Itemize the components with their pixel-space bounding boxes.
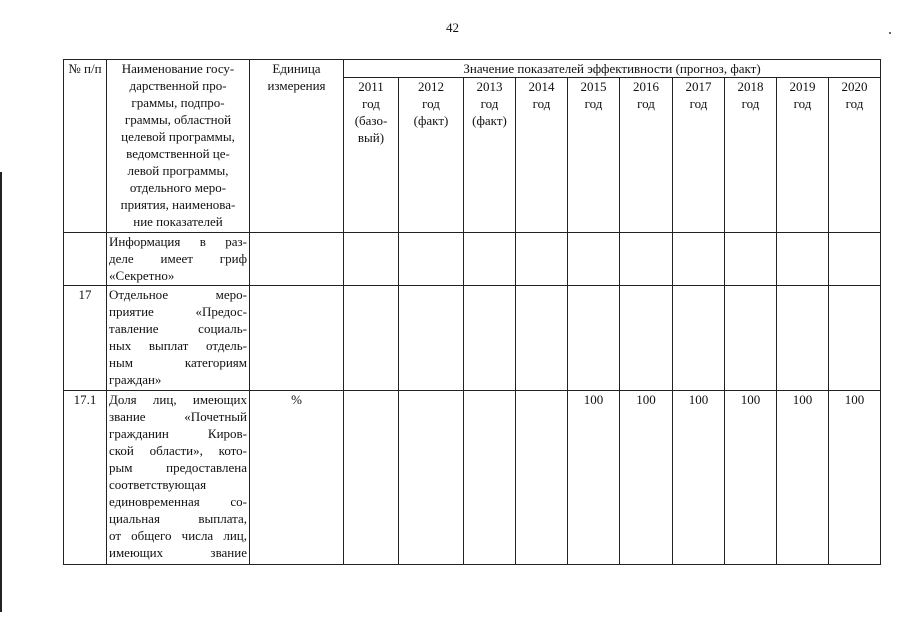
row-value xyxy=(344,391,399,565)
row-name: Отдельное меро- приятие «Предос- тавление социаль- ных выплат отдель- ным категориям граждан» xyxy=(107,286,250,391)
row-value xyxy=(399,233,464,286)
row-value xyxy=(516,286,568,391)
row-value xyxy=(725,286,777,391)
header-unit: Единица измерения xyxy=(250,60,344,233)
scan-speck xyxy=(889,32,891,34)
table-row xyxy=(64,233,881,286)
row-value xyxy=(344,286,399,391)
binding-line xyxy=(0,172,2,612)
row-value xyxy=(464,286,516,391)
row-value: 100 xyxy=(829,391,881,565)
row-value xyxy=(464,391,516,565)
row-value xyxy=(725,233,777,286)
row-value xyxy=(344,233,399,286)
row-unit xyxy=(250,286,344,391)
year-2018: 2018 год xyxy=(725,78,777,233)
row-value xyxy=(568,233,620,286)
table-row xyxy=(64,391,881,565)
row-value: 100 xyxy=(620,391,673,565)
row-num: 17.1 xyxy=(64,391,107,565)
year-2020: 2020 год xyxy=(829,78,881,233)
row-num xyxy=(64,233,107,286)
row-value: 100 xyxy=(725,391,777,565)
year-2016: 2016 год xyxy=(620,78,673,233)
row-name: Информация в раз- деле имеет гриф «Секретно» xyxy=(107,233,250,286)
row-value: 100 xyxy=(777,391,829,565)
header-num: № п/п xyxy=(64,60,107,233)
year-2014: 2014 год xyxy=(516,78,568,233)
row-value xyxy=(673,286,725,391)
row-value xyxy=(620,233,673,286)
header-name: Наименование госу- дарственной про- граммы, подпро- граммы, областной целевой программы, ведомственной це- левой программы, отдельного меро- приятия, наименова- ние показателей xyxy=(107,60,250,233)
year-2019: 2019 год xyxy=(777,78,829,233)
year-2017: 2017 год xyxy=(673,78,725,233)
row-value: 100 xyxy=(568,391,620,565)
year-2013: 2013 год (факт) xyxy=(464,78,516,233)
row-value xyxy=(777,286,829,391)
row-value xyxy=(399,391,464,565)
row-value xyxy=(568,286,620,391)
row-unit xyxy=(250,233,344,286)
row-value xyxy=(516,391,568,565)
row-value: 100 xyxy=(673,391,725,565)
row-value xyxy=(829,286,881,391)
indicators-table xyxy=(63,59,881,565)
row-value xyxy=(516,233,568,286)
table-row xyxy=(64,286,881,391)
year-2011: 2011 год (базо- вый) xyxy=(344,78,399,233)
row-unit: % xyxy=(250,391,344,565)
row-value xyxy=(399,286,464,391)
row-value xyxy=(829,233,881,286)
year-2015: 2015 год xyxy=(568,78,620,233)
header-values-group: Значение показателей эффективности (прогноз, факт) xyxy=(344,60,881,78)
year-2012: 2012 год (факт) xyxy=(399,78,464,233)
row-value xyxy=(673,233,725,286)
row-value xyxy=(777,233,829,286)
row-name: Доля лиц, имеющих звание «Почетный гражданин Киров- ской области», кото- рым предоставлена соответствующая единовременная со- циальная выплата, от общего числа лиц, имеющих звание xyxy=(107,391,250,565)
page-number: 42 xyxy=(446,20,459,35)
row-num: 17 xyxy=(64,286,107,391)
row-value xyxy=(464,233,516,286)
row-value xyxy=(620,286,673,391)
